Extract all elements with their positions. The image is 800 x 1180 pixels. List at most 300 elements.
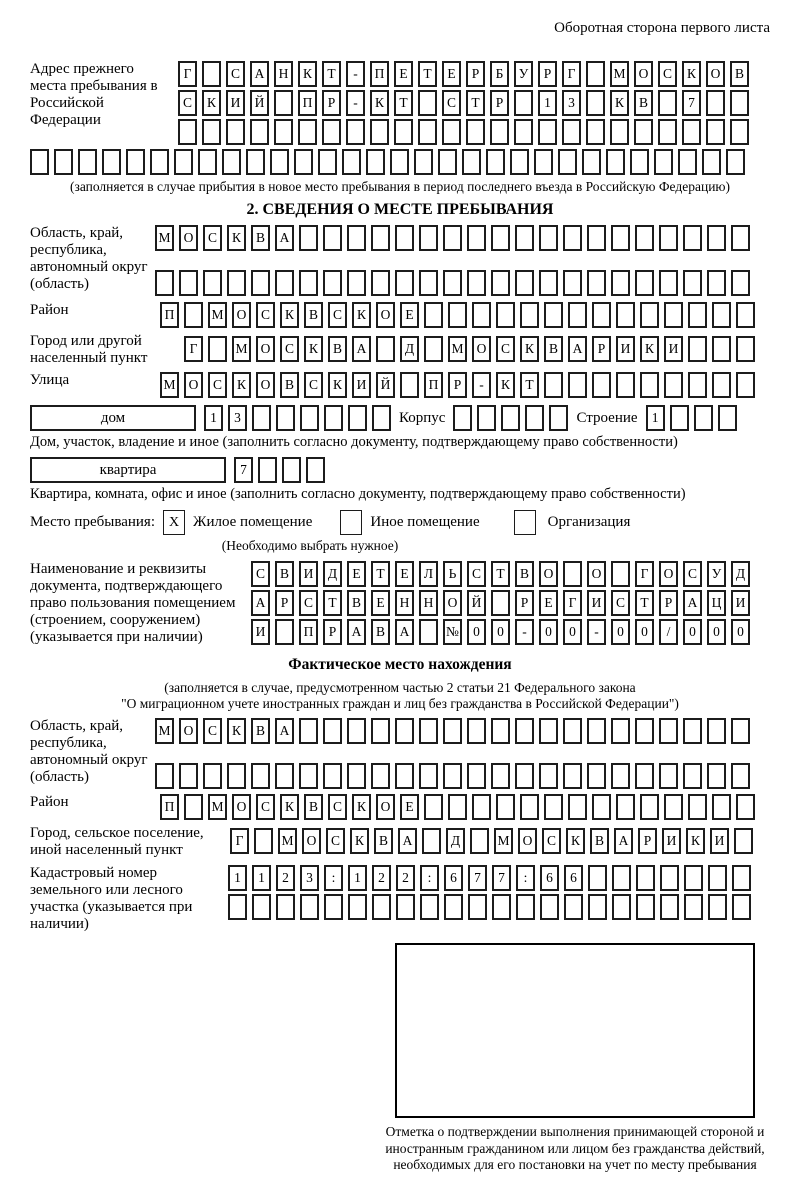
char-box[interactable] [414, 149, 433, 175]
char-box[interactable] [659, 270, 678, 296]
char-box[interactable]: С [683, 561, 702, 587]
char-box[interactable] [396, 894, 415, 920]
char-box[interactable]: Т [371, 561, 390, 587]
char-box[interactable]: П [160, 794, 179, 820]
char-box[interactable] [299, 763, 318, 789]
char-box[interactable] [558, 149, 577, 175]
char-box[interactable]: 6 [564, 865, 583, 891]
char-box[interactable] [150, 149, 169, 175]
char-box[interactable] [395, 763, 414, 789]
char-box[interactable] [299, 270, 318, 296]
char-box[interactable] [366, 149, 385, 175]
char-box[interactable]: Р [490, 90, 509, 116]
char-box[interactable]: У [514, 61, 533, 87]
char-box[interactable] [588, 894, 607, 920]
char-box[interactable]: Р [323, 619, 342, 645]
char-box[interactable]: 1 [252, 865, 271, 891]
char-box[interactable] [586, 90, 605, 116]
char-box[interactable] [635, 763, 654, 789]
char-box[interactable] [731, 763, 750, 789]
char-box[interactable]: № [443, 619, 462, 645]
char-box[interactable] [660, 894, 679, 920]
char-box[interactable]: С [496, 336, 515, 362]
char-box[interactable]: 1 [646, 405, 665, 431]
char-box[interactable]: Н [274, 61, 293, 87]
char-box[interactable]: И [226, 90, 245, 116]
char-box[interactable]: 7 [682, 90, 701, 116]
char-box[interactable] [688, 372, 707, 398]
char-box[interactable] [707, 270, 726, 296]
char-box[interactable]: 0 [611, 619, 630, 645]
char-box[interactable] [640, 794, 659, 820]
char-box[interactable]: Е [394, 61, 413, 87]
char-box[interactable]: Д [400, 336, 419, 362]
char-box[interactable] [126, 149, 145, 175]
char-box[interactable]: И [251, 619, 270, 645]
char-box[interactable]: М [494, 828, 513, 854]
char-box[interactable] [544, 794, 563, 820]
char-box[interactable]: О [232, 794, 251, 820]
char-box[interactable] [184, 794, 203, 820]
checkbox-organization[interactable] [514, 510, 536, 535]
char-box[interactable]: С [542, 828, 561, 854]
char-box[interactable]: К [640, 336, 659, 362]
char-box[interactable]: Е [347, 561, 366, 587]
char-box[interactable] [227, 763, 246, 789]
char-box[interactable]: С [256, 794, 275, 820]
char-box[interactable] [516, 894, 535, 920]
char-box[interactable]: Г [184, 336, 203, 362]
char-box[interactable]: С [208, 372, 227, 398]
char-box[interactable] [372, 405, 391, 431]
char-box[interactable] [179, 763, 198, 789]
char-box[interactable] [202, 119, 221, 145]
char-box[interactable]: Т [323, 590, 342, 616]
char-box[interactable] [682, 119, 701, 145]
char-box[interactable] [371, 270, 390, 296]
char-box[interactable] [515, 763, 534, 789]
char-box[interactable]: С [326, 828, 345, 854]
char-box[interactable] [568, 794, 587, 820]
char-box[interactable] [670, 405, 689, 431]
char-box[interactable] [688, 302, 707, 328]
char-box[interactable]: Т [491, 561, 510, 587]
char-box[interactable]: С [304, 372, 323, 398]
char-box[interactable] [467, 225, 486, 251]
char-box[interactable] [707, 718, 726, 744]
char-box[interactable] [419, 763, 438, 789]
char-box[interactable]: П [160, 302, 179, 328]
char-box[interactable]: Т [466, 90, 485, 116]
char-box[interactable] [683, 763, 702, 789]
char-box[interactable]: В [374, 828, 393, 854]
char-box[interactable] [394, 119, 413, 145]
char-box[interactable]: 3 [228, 405, 247, 431]
char-box[interactable] [610, 119, 629, 145]
char-box[interactable] [347, 718, 366, 744]
char-box[interactable] [731, 225, 750, 251]
char-box[interactable] [732, 894, 751, 920]
char-box[interactable]: О [443, 590, 462, 616]
char-box[interactable] [424, 336, 443, 362]
char-box[interactable]: Р [592, 336, 611, 362]
char-box[interactable]: С [251, 561, 270, 587]
char-box[interactable]: В [275, 561, 294, 587]
char-box[interactable]: Е [539, 590, 558, 616]
char-box[interactable] [324, 405, 343, 431]
char-box[interactable]: И [662, 828, 681, 854]
char-box[interactable]: 1 [538, 90, 557, 116]
char-box[interactable] [683, 225, 702, 251]
char-box[interactable] [466, 119, 485, 145]
char-box[interactable]: О [539, 561, 558, 587]
char-box[interactable]: 7 [234, 457, 253, 483]
char-box[interactable]: К [352, 302, 371, 328]
char-box[interactable]: И [587, 590, 606, 616]
char-box[interactable] [179, 270, 198, 296]
char-box[interactable]: : [516, 865, 535, 891]
char-box[interactable]: А [398, 828, 417, 854]
char-box[interactable]: О [587, 561, 606, 587]
char-box[interactable]: 1 [348, 865, 367, 891]
char-box[interactable]: В [730, 61, 749, 87]
char-box[interactable] [592, 302, 611, 328]
char-box[interactable] [492, 894, 511, 920]
char-box[interactable] [282, 457, 301, 483]
char-box[interactable]: Г [178, 61, 197, 87]
char-box[interactable] [395, 718, 414, 744]
char-box[interactable]: О [706, 61, 725, 87]
char-box[interactable] [683, 270, 702, 296]
char-box[interactable]: П [370, 61, 389, 87]
char-box[interactable]: 0 [707, 619, 726, 645]
char-box[interactable]: О [472, 336, 491, 362]
char-box[interactable] [323, 270, 342, 296]
char-box[interactable]: Н [419, 590, 438, 616]
char-box[interactable]: И [664, 336, 683, 362]
char-box[interactable]: К [682, 61, 701, 87]
char-box[interactable] [712, 372, 731, 398]
char-box[interactable] [568, 302, 587, 328]
char-box[interactable] [348, 405, 367, 431]
char-box[interactable] [515, 718, 534, 744]
char-box[interactable] [587, 225, 606, 251]
char-box[interactable] [563, 718, 582, 744]
char-box[interactable] [611, 763, 630, 789]
char-box[interactable] [347, 225, 366, 251]
char-box[interactable] [549, 405, 568, 431]
char-box[interactable]: Р [466, 61, 485, 87]
char-box[interactable]: К [496, 372, 515, 398]
char-box[interactable]: В [304, 794, 323, 820]
char-box[interactable] [226, 119, 245, 145]
char-box[interactable] [251, 763, 270, 789]
char-box[interactable] [684, 894, 703, 920]
char-box[interactable] [587, 763, 606, 789]
char-box[interactable] [616, 302, 635, 328]
char-box[interactable] [706, 90, 725, 116]
char-box[interactable]: П [298, 90, 317, 116]
char-box[interactable] [298, 119, 317, 145]
char-box[interactable]: О [179, 718, 198, 744]
char-box[interactable] [664, 302, 683, 328]
char-box[interactable] [371, 763, 390, 789]
char-box[interactable] [448, 794, 467, 820]
char-box[interactable]: М [208, 302, 227, 328]
char-box[interactable] [443, 763, 462, 789]
char-box[interactable] [664, 372, 683, 398]
char-box[interactable] [252, 405, 271, 431]
char-box[interactable] [563, 561, 582, 587]
char-box[interactable] [544, 302, 563, 328]
char-box[interactable]: К [520, 336, 539, 362]
char-box[interactable]: Е [400, 794, 419, 820]
char-box[interactable] [222, 149, 241, 175]
char-box[interactable]: 7 [468, 865, 487, 891]
char-box[interactable]: Р [638, 828, 657, 854]
char-box[interactable] [718, 405, 737, 431]
char-box[interactable] [563, 270, 582, 296]
char-box[interactable] [562, 119, 581, 145]
char-box[interactable] [568, 372, 587, 398]
char-box[interactable] [539, 763, 558, 789]
char-box[interactable] [275, 270, 294, 296]
char-box[interactable] [658, 90, 677, 116]
char-box[interactable]: В [544, 336, 563, 362]
char-box[interactable] [443, 270, 462, 296]
char-box[interactable] [491, 763, 510, 789]
char-box[interactable] [299, 225, 318, 251]
char-box[interactable] [707, 763, 726, 789]
char-box[interactable] [372, 894, 391, 920]
char-box[interactable] [491, 270, 510, 296]
char-box[interactable] [658, 119, 677, 145]
char-box[interactable] [496, 794, 515, 820]
char-box[interactable] [635, 225, 654, 251]
apartment-widebox[interactable]: квартира [30, 457, 226, 483]
char-box[interactable] [515, 225, 534, 251]
char-box[interactable]: - [515, 619, 534, 645]
char-box[interactable] [274, 90, 293, 116]
char-box[interactable]: С [442, 90, 461, 116]
char-box[interactable]: / [659, 619, 678, 645]
char-box[interactable]: В [347, 590, 366, 616]
char-box[interactable] [563, 763, 582, 789]
char-box[interactable] [422, 828, 441, 854]
char-box[interactable]: Д [323, 561, 342, 587]
char-box[interactable] [678, 149, 697, 175]
char-box[interactable]: К [280, 794, 299, 820]
char-box[interactable]: А [250, 61, 269, 87]
char-box[interactable] [424, 302, 443, 328]
char-box[interactable] [300, 894, 319, 920]
char-box[interactable] [592, 372, 611, 398]
char-box[interactable]: И [299, 561, 318, 587]
char-box[interactable] [592, 794, 611, 820]
char-box[interactable] [467, 270, 486, 296]
char-box[interactable]: М [208, 794, 227, 820]
char-box[interactable] [726, 149, 745, 175]
char-box[interactable] [539, 270, 558, 296]
char-box[interactable]: О [256, 336, 275, 362]
char-box[interactable] [730, 90, 749, 116]
char-box[interactable]: К [370, 90, 389, 116]
char-box[interactable]: В [328, 336, 347, 362]
char-box[interactable] [155, 270, 174, 296]
char-box[interactable] [586, 61, 605, 87]
char-box[interactable]: Й [467, 590, 486, 616]
char-box[interactable] [586, 119, 605, 145]
char-box[interactable] [659, 718, 678, 744]
char-box[interactable] [424, 794, 443, 820]
char-box[interactable]: И [731, 590, 750, 616]
char-box[interactable] [246, 149, 265, 175]
char-box[interactable]: И [616, 336, 635, 362]
char-box[interactable] [611, 718, 630, 744]
char-box[interactable] [299, 718, 318, 744]
char-box[interactable]: С [328, 794, 347, 820]
char-box[interactable] [275, 619, 294, 645]
char-box[interactable]: Л [419, 561, 438, 587]
char-box[interactable] [318, 149, 337, 175]
char-box[interactable] [448, 302, 467, 328]
char-box[interactable] [468, 894, 487, 920]
char-box[interactable] [659, 763, 678, 789]
char-box[interactable]: Е [371, 590, 390, 616]
char-box[interactable]: 0 [731, 619, 750, 645]
char-box[interactable]: М [278, 828, 297, 854]
char-box[interactable]: 1 [204, 405, 223, 431]
char-box[interactable]: Й [250, 90, 269, 116]
char-box[interactable] [534, 149, 553, 175]
char-box[interactable]: И [352, 372, 371, 398]
char-box[interactable] [539, 718, 558, 744]
char-box[interactable] [712, 336, 731, 362]
char-box[interactable]: 6 [540, 865, 559, 891]
char-box[interactable] [322, 119, 341, 145]
char-box[interactable]: С [280, 336, 299, 362]
char-box[interactable] [370, 119, 389, 145]
char-box[interactable]: Б [490, 61, 509, 87]
char-box[interactable] [612, 894, 631, 920]
char-box[interactable]: Р [448, 372, 467, 398]
char-box[interactable]: 1 [228, 865, 247, 891]
char-box[interactable] [688, 336, 707, 362]
char-box[interactable] [400, 372, 419, 398]
char-box[interactable] [203, 270, 222, 296]
char-box[interactable]: К [232, 372, 251, 398]
char-box[interactable] [371, 225, 390, 251]
char-box[interactable]: М [155, 225, 174, 251]
char-box[interactable] [348, 894, 367, 920]
char-box[interactable] [694, 405, 713, 431]
char-box[interactable] [419, 270, 438, 296]
char-box[interactable]: Р [275, 590, 294, 616]
char-box[interactable]: М [448, 336, 467, 362]
char-box[interactable]: С [178, 90, 197, 116]
char-box[interactable] [102, 149, 121, 175]
char-box[interactable] [294, 149, 313, 175]
char-box[interactable]: О [302, 828, 321, 854]
char-box[interactable] [616, 794, 635, 820]
char-box[interactable] [702, 149, 721, 175]
char-box[interactable] [736, 794, 755, 820]
char-box[interactable]: 2 [396, 865, 415, 891]
char-box[interactable]: К [227, 718, 246, 744]
char-box[interactable]: С [226, 61, 245, 87]
char-box[interactable] [688, 794, 707, 820]
char-box[interactable]: 0 [467, 619, 486, 645]
char-box[interactable] [587, 718, 606, 744]
char-box[interactable]: С [203, 225, 222, 251]
char-box[interactable]: Е [442, 61, 461, 87]
char-box[interactable] [306, 457, 325, 483]
char-box[interactable] [544, 372, 563, 398]
char-box[interactable] [54, 149, 73, 175]
char-box[interactable] [525, 405, 544, 431]
char-box[interactable]: С [256, 302, 275, 328]
char-box[interactable]: 0 [563, 619, 582, 645]
char-box[interactable]: Р [322, 90, 341, 116]
char-box[interactable] [342, 149, 361, 175]
char-box[interactable]: А [275, 225, 294, 251]
char-box[interactable]: Г [562, 61, 581, 87]
char-box[interactable] [538, 119, 557, 145]
checkbox-residential[interactable]: X [163, 510, 185, 535]
char-box[interactable]: : [324, 865, 343, 891]
char-box[interactable] [736, 302, 755, 328]
char-box[interactable] [472, 794, 491, 820]
char-box[interactable]: Н [395, 590, 414, 616]
char-box[interactable] [443, 225, 462, 251]
char-box[interactable]: В [280, 372, 299, 398]
char-box[interactable] [155, 763, 174, 789]
char-box[interactable] [712, 302, 731, 328]
char-box[interactable] [514, 90, 533, 116]
char-box[interactable] [270, 149, 289, 175]
char-box[interactable] [470, 828, 489, 854]
char-box[interactable]: К [610, 90, 629, 116]
char-box[interactable] [453, 405, 472, 431]
char-box[interactable]: Е [395, 561, 414, 587]
char-box[interactable] [323, 225, 342, 251]
char-box[interactable] [611, 270, 630, 296]
char-box[interactable]: С [467, 561, 486, 587]
char-box[interactable] [443, 718, 462, 744]
char-box[interactable]: - [472, 372, 491, 398]
char-box[interactable]: Т [635, 590, 654, 616]
char-box[interactable] [323, 718, 342, 744]
char-box[interactable]: М [610, 61, 629, 87]
char-box[interactable] [564, 894, 583, 920]
char-box[interactable] [491, 718, 510, 744]
char-box[interactable] [736, 372, 755, 398]
char-box[interactable] [300, 405, 319, 431]
char-box[interactable]: 7 [492, 865, 511, 891]
char-box[interactable] [659, 225, 678, 251]
char-box[interactable] [582, 149, 601, 175]
char-box[interactable] [371, 718, 390, 744]
char-box[interactable]: А [568, 336, 587, 362]
char-box[interactable]: Ь [443, 561, 462, 587]
char-box[interactable]: К [227, 225, 246, 251]
char-box[interactable] [227, 270, 246, 296]
char-box[interactable] [540, 894, 559, 920]
char-box[interactable]: Д [731, 561, 750, 587]
char-box[interactable]: Г [563, 590, 582, 616]
char-box[interactable] [203, 763, 222, 789]
char-box[interactable] [501, 405, 520, 431]
